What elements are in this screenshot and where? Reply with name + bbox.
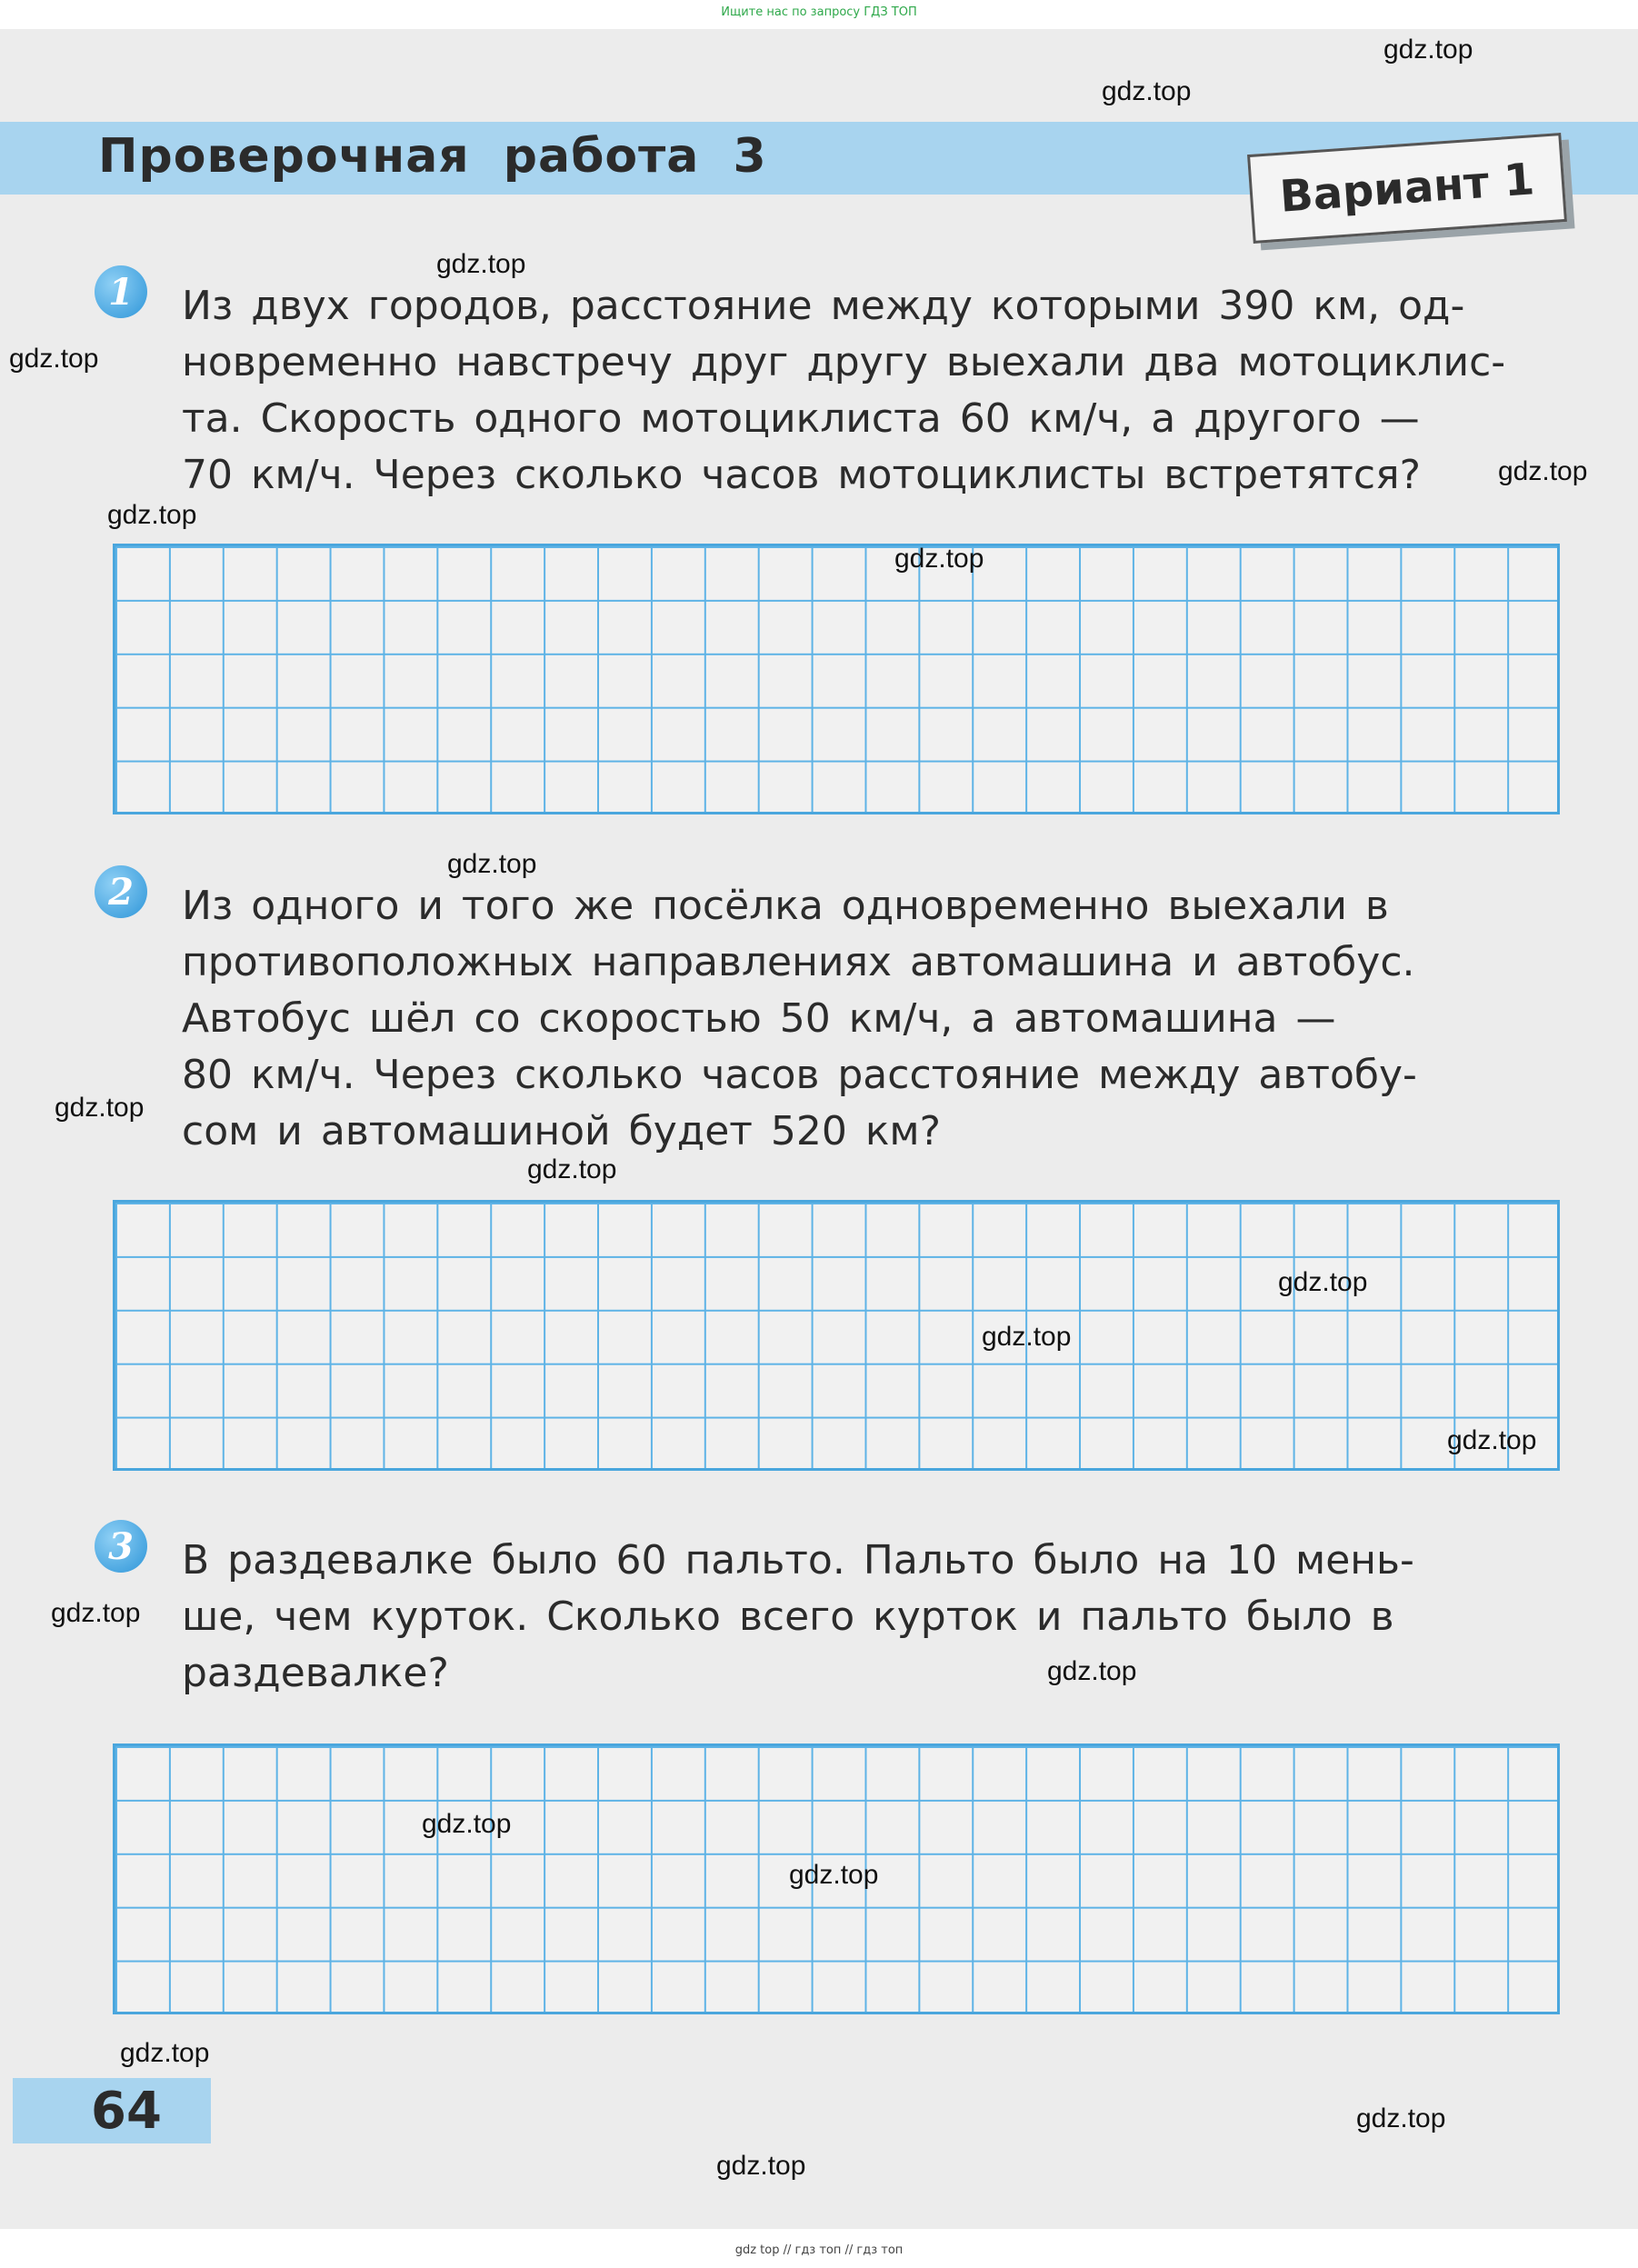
watermark: gdz.top <box>447 849 537 879</box>
task-1-line-4: 70 км/ч. Через сколько часов мотоциклисты встретятся? <box>182 452 1421 498</box>
watermark: gdz.top <box>716 2151 806 2181</box>
task-2-line-5: сом и автомашиной будет 520 км? <box>182 1108 941 1154</box>
watermark: gdz.top <box>436 249 526 279</box>
task-2-line-1: Из одного и того же посёлка одновременно выехали в <box>182 883 1389 929</box>
task-1-line-1: Из двух городов, расстояние между которыми 390 км, од- <box>182 283 1465 329</box>
task-2-line-3: Автобус шёл со скоростью 50 км/ч, а автомашина — <box>182 995 1336 1042</box>
page-number: 64 <box>91 2082 162 2141</box>
watermark: gdz.top <box>9 344 99 374</box>
task-2-line-4: 80 км/ч. Через сколько часов расстояние между автобу- <box>182 1052 1417 1098</box>
variant-badge: Вариант 1 <box>1247 133 1567 244</box>
task-3-text <box>182 1533 1559 1702</box>
watermark: gdz.top <box>120 2038 210 2068</box>
watermark: gdz.top <box>894 544 984 574</box>
watermark: gdz.top <box>1356 2103 1446 2133</box>
page-title: Проверочная работа 3 <box>98 129 767 184</box>
task-1-line-2: новременно навстречу друг другу выехали два мотоциклис- <box>182 339 1506 385</box>
watermark: gdz.top <box>1278 1267 1368 1297</box>
task-1-answer-grid[interactable] <box>113 544 1560 814</box>
task-3-line-2: ше, чем курток. Сколько всего курток и пальто было в <box>182 1594 1394 1640</box>
watermark: gdz.top <box>422 1809 512 1839</box>
top-banner-note: Ищите нас по запросу ГДЗ ТОП <box>721 5 917 19</box>
task-3-line-1: В раздевалке было 60 пальто. Пальто было на 10 мень- <box>182 1537 1414 1584</box>
watermark: gdz.top <box>527 1154 617 1184</box>
task-1-line-3: та. Скорость одного мотоциклиста 60 км/ч, а другого — <box>182 395 1420 442</box>
watermark: gdz.top <box>1383 35 1473 65</box>
watermark: gdz.top <box>1047 1656 1137 1686</box>
task-2-number-badge: 2 <box>95 865 147 918</box>
watermark: gdz.top <box>1447 1425 1537 1455</box>
watermark: gdz.top <box>982 1322 1072 1352</box>
task-1-text <box>182 278 1559 504</box>
task-2-answer-grid[interactable] <box>113 1200 1560 1471</box>
task-3-number-badge: 3 <box>95 1520 147 1573</box>
watermark: gdz.top <box>1102 76 1192 106</box>
task-2-text <box>182 878 1559 1160</box>
watermark: gdz.top <box>107 500 197 530</box>
watermark: gdz.top <box>789 1860 879 1890</box>
task-3-line-3: раздевалке? <box>182 1650 449 1696</box>
watermark: gdz.top <box>1498 456 1588 486</box>
watermark: gdz.top <box>55 1093 145 1123</box>
watermark: gdz.top <box>51 1598 141 1628</box>
task-2-line-2: противоположных направлениях автомашина и автобус. <box>182 939 1415 985</box>
bottom-footer-note: gdz top // гдз топ // гдз топ <box>734 2243 904 2257</box>
task-1-number-badge: 1 <box>95 265 147 318</box>
